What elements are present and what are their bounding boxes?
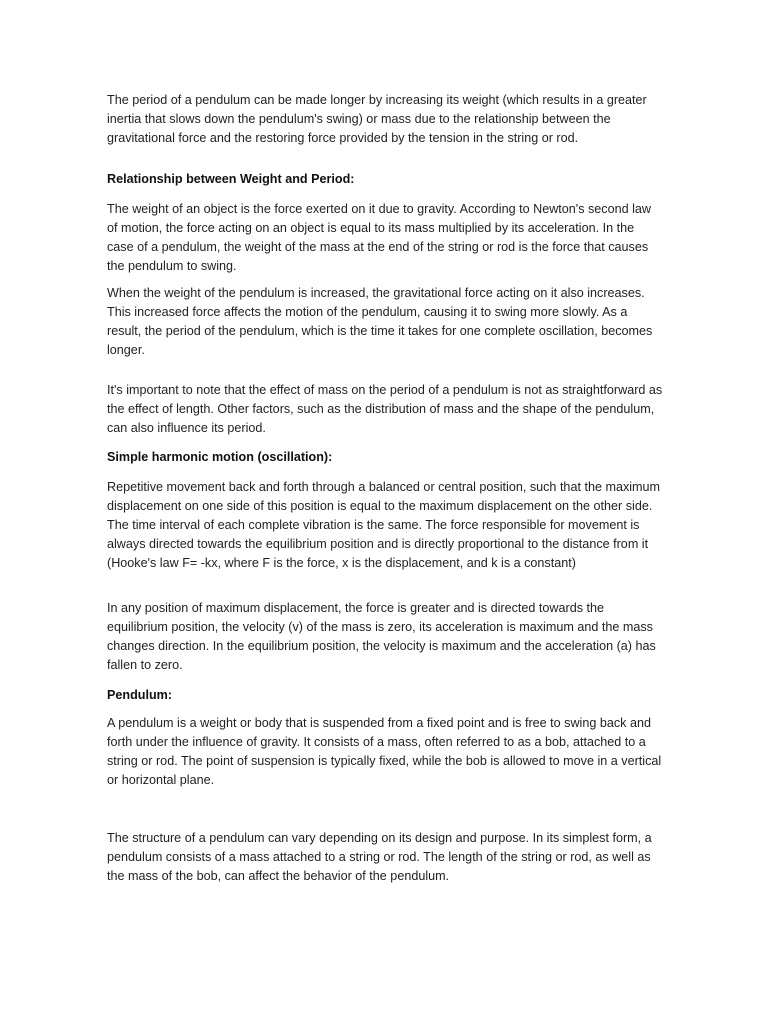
paragraph-mass-effect-note: It's important to note that the effect of mass on the period of a pendulum is not as straightforward as the effect of length. Other factors, such as the distribution of mass and the shape of the pendulum, can also influence its period. [107, 383, 663, 435]
paragraph-pendulum-structure: The structure of a pendulum can vary depending on its design and purpose. In its simplest form, a pendulum consists of a mass attached to a string or rod. The length of the string or rod, as well as the mass of the bob, can affect the behavior of the pendulum. [107, 831, 652, 883]
paragraph-max-displacement: In any position of maximum displacement, the force is greater and is directed towards the equilibrium position, the velocity (v) of the mass is zero, its acceleration is maximum and the mass changes direction. In the equilibrium position, the velocity is maximum and the acceleration (a) has fallen to zero. [107, 601, 656, 672]
intro-paragraph: The period of a pendulum can be made longer by increasing its weight (which results in a greater inertia that slows down the pendulum's swing) or mass due to the relationship between the gravitational force and the restoring force provided by the tension in the string or rod. [107, 93, 647, 145]
heading-pendulum: Pendulum: [107, 688, 173, 702]
paragraph-weight-increase: When the weight of the pendulum is increased, the gravitational force acting on it also increases. This increased force affects the motion of the pendulum, causing it to swing more slowly. As a result, the period of the pendulum, which is the time it takes for one complete oscillation, becomes longer. [107, 286, 653, 357]
paragraph-shm-definition: Repetitive movement back and forth through a balanced or central position, such that the maximum displacement on one side of this position is equal to the maximum displacement on the other side. The time interval of each complete vibration is the same. The force responsible for movement is always directed towards the equilibrium position and is directly proportional to the distance from it (Hooke's law F= -kx, where F is the force, x is the displacement, and k is a constant) [107, 480, 661, 570]
heading-weight-period: Relationship between Weight and Period: [107, 172, 355, 186]
paragraph-pendulum-definition: A pendulum is a weight or body that is suspended from a fixed point and is free to swing back and forth under the influence of gravity. It consists of a mass, often referred to as a bob, attached to a string or rod. The point of suspension is typically fixed, while the bob is allowed to move in a vertical or horizontal plane. [107, 716, 662, 787]
paragraph-weight-definition: The weight of an object is the force exerted on it due to gravity. According to Newton's second law of motion, the force acting on an object is equal to its mass multiplied by its acceleration. In the case of a pendulum, the weight of the mass at the end of the string or rod is the force that causes the pendulum to swing. [107, 202, 652, 273]
heading-simple-harmonic-motion: Simple harmonic motion (oscillation): [107, 450, 333, 464]
